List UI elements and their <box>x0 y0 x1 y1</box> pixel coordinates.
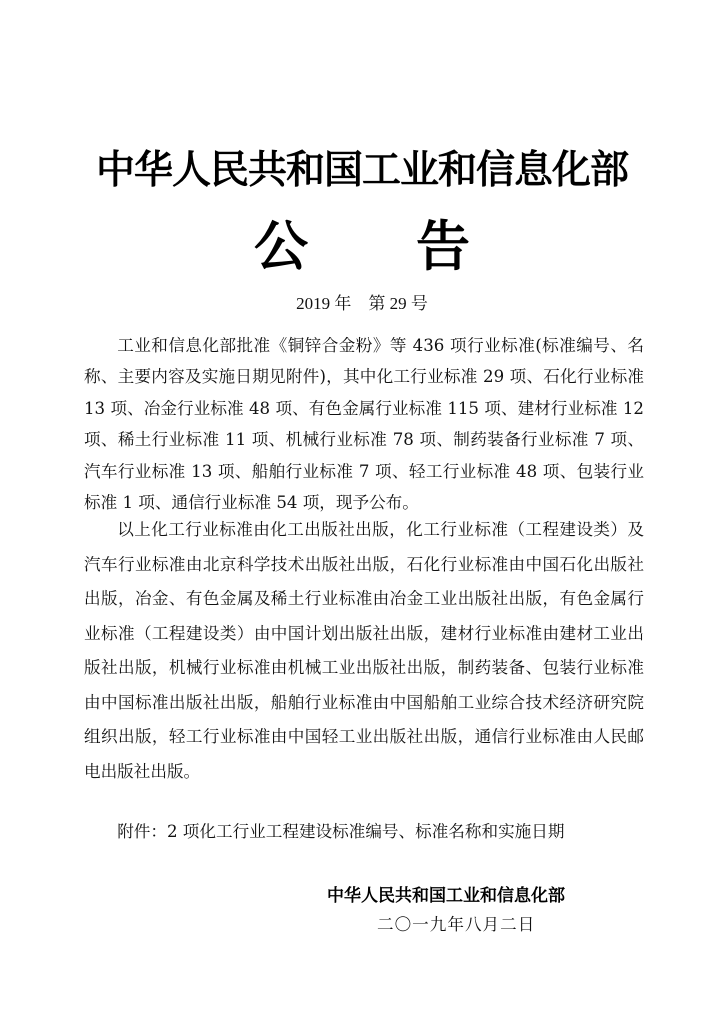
paragraph-approval: 工业和信息化部批准《铜锌合金粉》等 436 项行业标准(标准编号、名称、主要内容及实施日期见附件)，其中化工行业标准 29 项、石化行业标准 13 项、冶金行业标准 48 项、有色金属行业标准 115 项、建材行业标准 12 项、稀土行业标准 11 项、机械行业标准 78 项、制药装备行业标准 7 项、汽车行业标准 13 项、船舶行业标准 7 项、轻工行业标准 48 项、包装行业标准 1 项、通信行业标准 54 项，现予公布。 <box>84 336 644 513</box>
signature-issuer: 中华人民共和国工业和信息化部 <box>327 886 565 906</box>
issuer-title: 中华人民共和国工业和信息化部 <box>95 147 628 193</box>
paragraph-publishers: 以上化工行业标准由化工出版社出版，化工行业标准（工程建设类）及汽车行业标准由北京科学技术出版社出版，石化行业标准由中国石化出版社出版，冶金、有色金属及稀土行业标准由冶金工业出版社出版，有色金属行业标准（工程建设类）由中国计划出版社出版，建材行业标准由建材工业出版社出版，机械行业标准由机械工业出版社出版，制药装备、包装行业标准由中国标准出版社出版，船舶行业标准由中国船舶工业综合技术经济研究院组织出版，轻工行业标准由中国轻工业出版社出版，通信行业标准由人民邮电出版社出版。 <box>84 520 644 781</box>
document-number: 2019 年 第 29 号 <box>296 294 428 313</box>
notice-title: 公告 <box>254 214 578 278</box>
paragraph-attachment: 附件：2 项化工行业工程建设标准编号、标准名称和实施日期 <box>117 822 565 841</box>
signature-date: 二〇一九年八月二日 <box>377 915 536 934</box>
